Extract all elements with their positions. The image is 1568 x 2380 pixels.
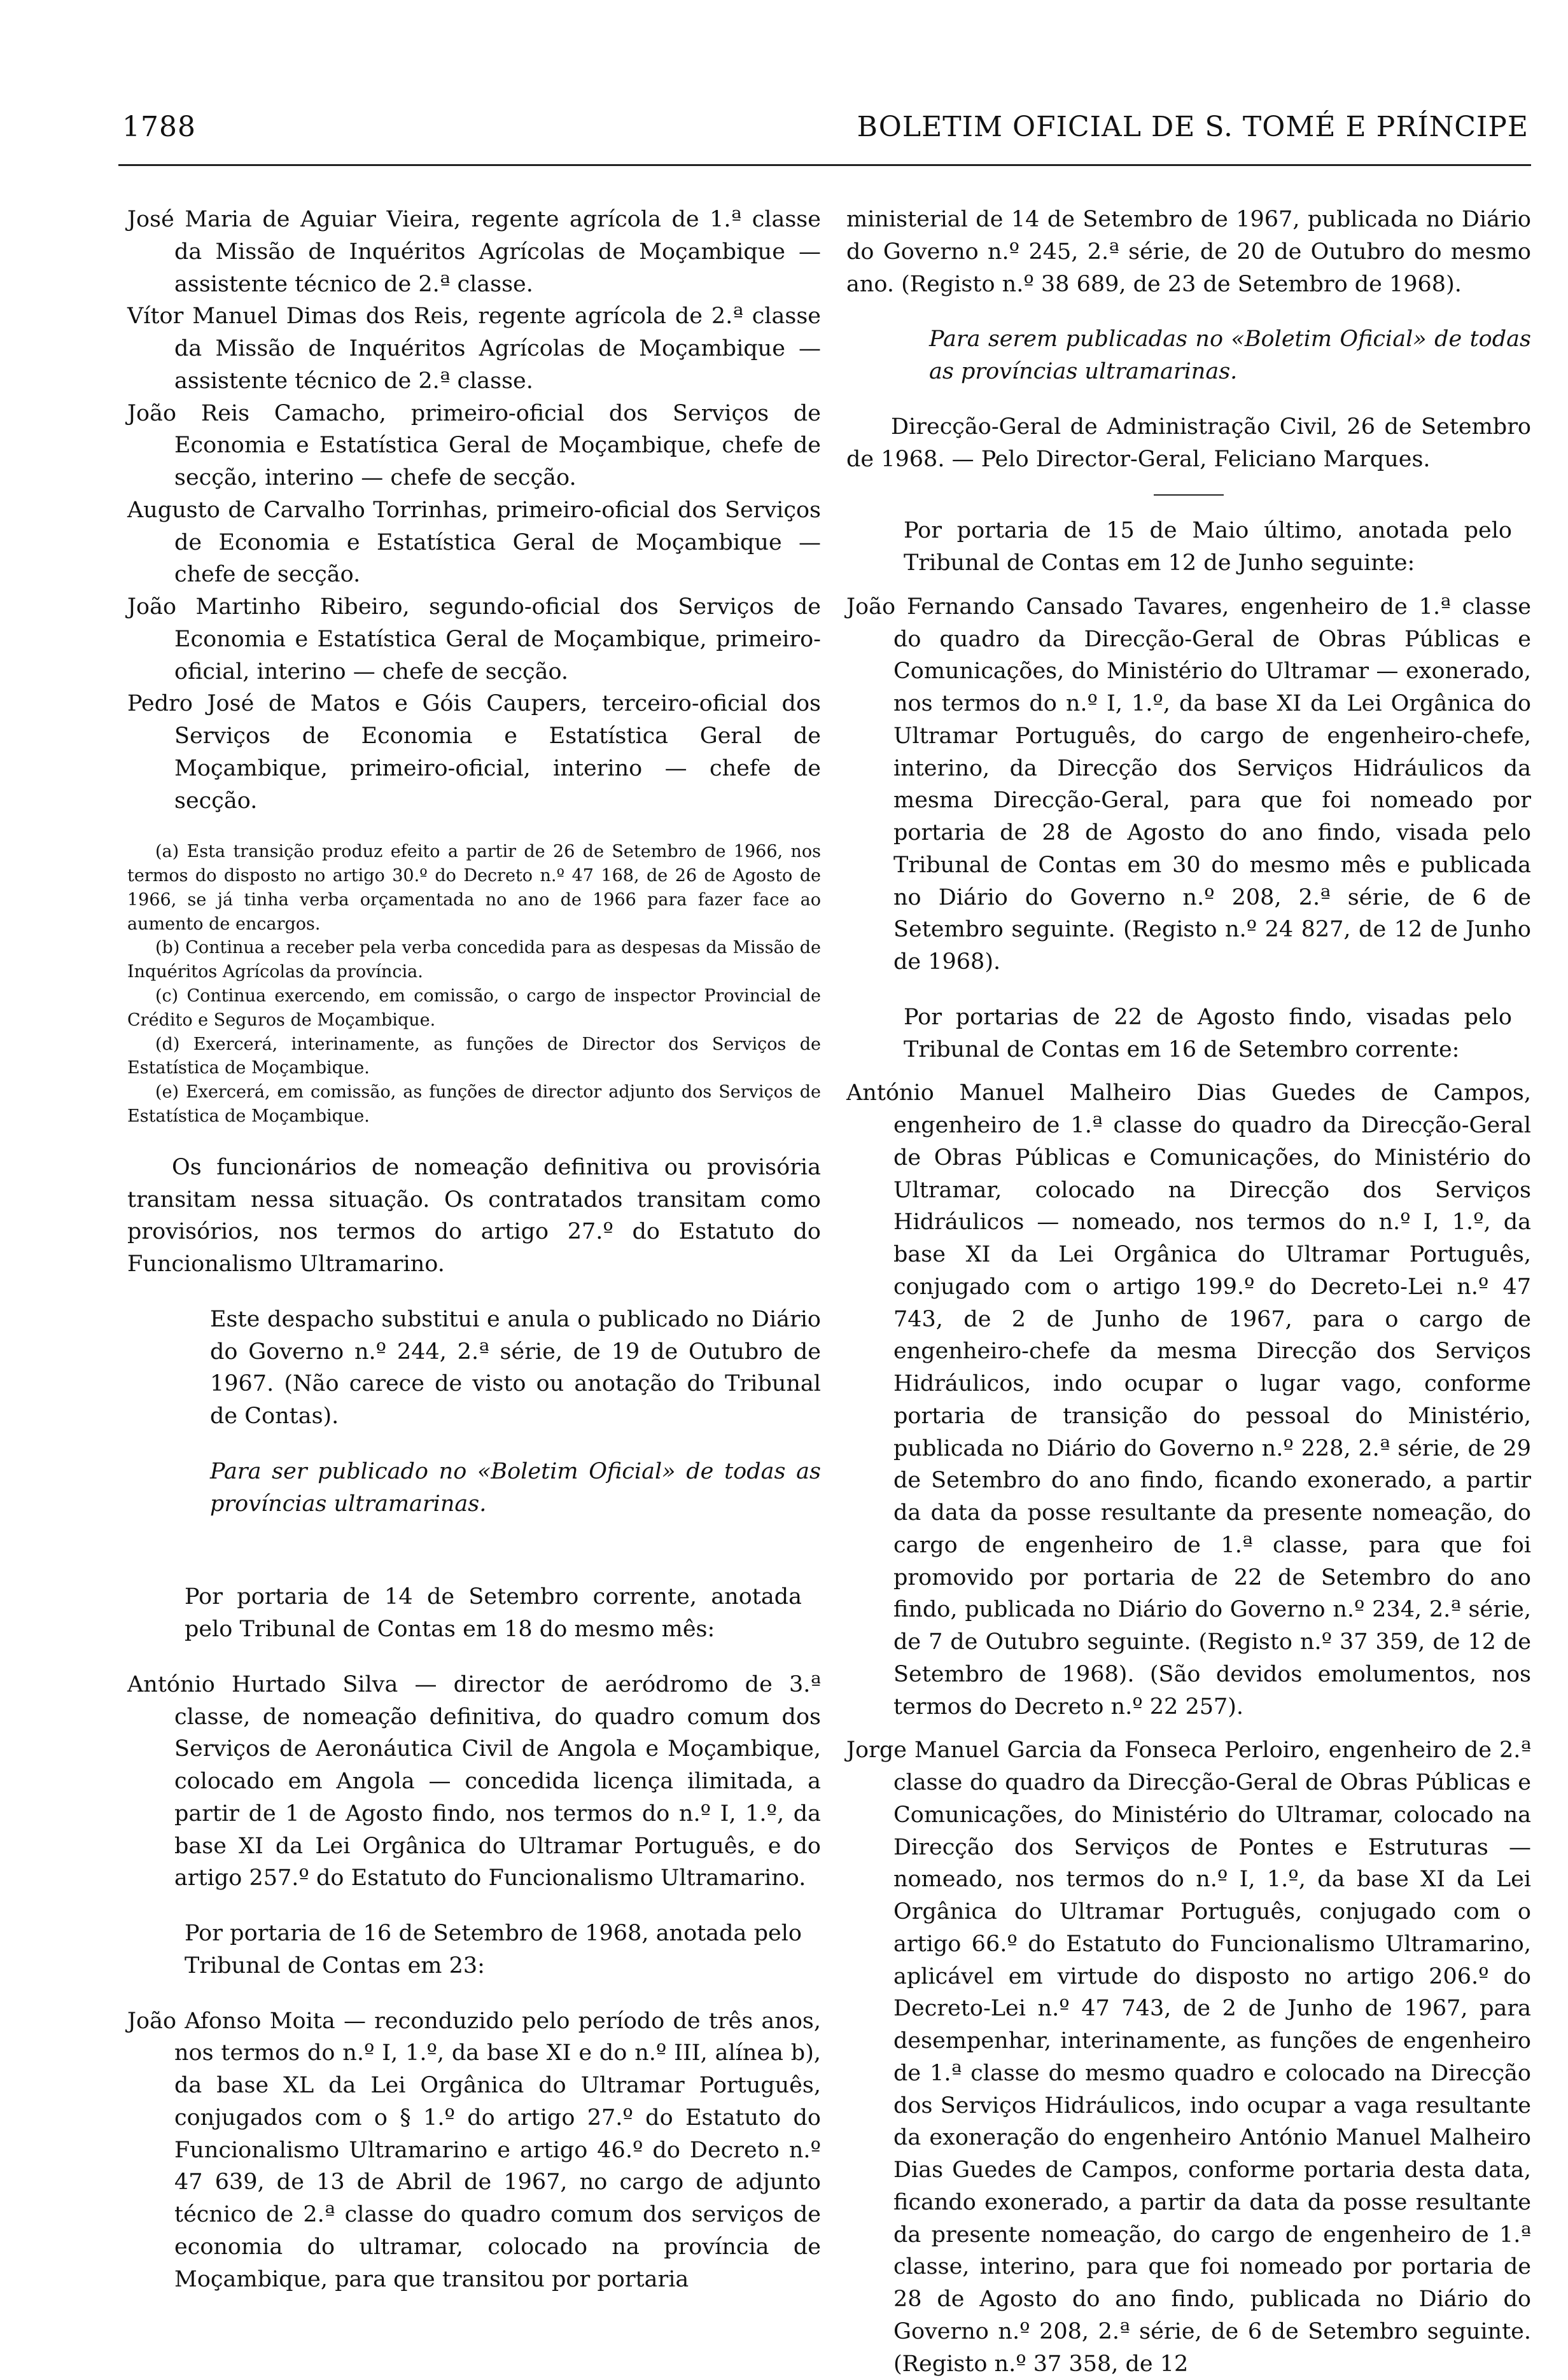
appointment-item: Pedro José de Matos e Góis Caupers, terceiro-oficial dos Serviços de Economia e Estatística Geral de Moçambique, primeiro-oficial, interino — chefe de secção. (127, 691, 821, 814)
body-paragraph: Os funcionários de nomeação definitiva ou provisória transitam nessa situação. Os contratados transitam como provisórios, nos termos do artigo 27.º do Estatuto do Funcionalismo Ultramarino. (127, 1154, 821, 1277)
page-number: 1788 (122, 111, 196, 143)
footnote: (e) Exercerá, em comissão, as funções de director adjunto dos Serviços de Estatística de Moçambique. (127, 1082, 821, 1127)
portaria-text: João Afonso Moita — reconduzido pelo período de três anos, nos termos do n.º I, 1.º, da base XI e do n.º III, alínea b), da base XL da Lei Orgânica do Ultramar Português, conjugados com o § 1.º do artigo 27.º do Estatuto do Funcionalismo Ultramarino e artigo 46.º do Decreto n.º 47 639, de 13 de Abril de 1967, no cargo de adjunto técnico de 2.ª classe do quadro comum dos serviços de economia do ultramar, colocado na província de Moçambique, para que transitou por portaria (127, 2008, 821, 2292)
left-column (127, 204, 821, 2295)
despacho-note: Este despacho substitui e anula o publicado no Diário do Governo n.º 244, 2.ª série, de 19 de Outubro de 1967. (Não carece de visto ou anotação do Tribunal de Contas). (210, 1306, 821, 1430)
portaria-text: João Fernando Cansado Tavares, engenheiro de 1.ª classe do quadro da Direcção-Geral de Obras Públicas e Comunicações, do Ministério do Ultramar — exonerado, nos termos do n.º I, 1.º, da base XI da Lei Orgânica do Ultramar Português, do cargo de engenheiro-chefe, interino, da Direcção dos Serviços Hidráulicos da mesma Direcção-Geral, para que foi nomeado por portaria de 28 de Agosto do ano findo, visada pelo Tribunal de Contas em 30 do mesmo mês e publicada no Diário do Governo n.º 208, 2.ª série, de 6 de Setembro seguinte. (Registo n.º 24 827, de 12 de Junho de 1968). (846, 594, 1531, 975)
continuation-text: ministerial de 14 de Setembro de 1967, publicada no Diário do Governo n.º 245, 2.ª série, de 20 de Outubro do mesmo ano. (Registo n.º 38 689, de 23 de Setembro de 1968). (846, 207, 1531, 297)
footnote: (b) Continua a receber pela verba concedida para as despesas da Missão de Inquéritos Agrícolas da província. (127, 938, 821, 982)
footnote: (d) Exercerá, interinamente, as funções de Director dos Serviços de Estatística de Moçambique. (127, 1034, 821, 1078)
page-header (122, 111, 1529, 149)
portaria-heading: Por portaria de 15 de Maio último, anotada pelo Tribunal de Contas em 12 de Junho seguinte: (904, 518, 1512, 576)
portaria-heading: Por portaria de 16 de Setembro de 1968, anotada pelo Tribunal de Contas em 23: (185, 1921, 802, 1979)
appointment-item: José Maria de Aguiar Vieira, regente agrícola de 1.ª classe da Missão de Inquéritos Agrícolas de Moçambique — assistente técnico de 2.ª classe. (127, 207, 821, 297)
portaria-heading: Por portarias de 22 de Agosto findo, visadas pelo Tribunal de Contas em 16 de Setembro corrente: (904, 1004, 1512, 1062)
portaria-heading: Por portaria de 14 de Setembro corrente, anotada pelo Tribunal de Contas em 18 do mesmo mês: (185, 1584, 802, 1643)
appointment-item: Vítor Manuel Dimas dos Reis, regente agrícola de 2.ª classe da Missão de Inquéritos Agrícolas de Moçambique — assistente técnico de 2.ª classe. (127, 303, 821, 394)
publication-note: Para ser publicado no «Boletim Oficial» de todas as províncias ultramarinas. (210, 1458, 821, 1517)
right-column (846, 204, 1531, 2380)
publication-note: Para serem publicadas no «Boletim Oficial» de todas as províncias ultramarinas. (929, 326, 1531, 384)
header-rule (118, 164, 1531, 166)
signature-line: Direcção-Geral de Administração Civil, 26 de Setembro de 1968. — Pelo Director-Geral, Feliciano Marques. (846, 414, 1531, 472)
footnote: (c) Continua exercendo, em comissão, o cargo de inspector Provincial de Crédito e Seguros de Moçambique. (127, 986, 821, 1030)
portaria-text: António Manuel Malheiro Dias Guedes de Campos, engenheiro de 1.ª classe do quadro da Direcção-Geral de Obras Públicas e Comunicações, do Ministério do Ultramar, colocado na Direcção dos Serviços Hidráulicos — nomeado, nos termos do n.º I, 1.º, da base XI da Lei Orgânica do Ultramar Português, conjugado com o artigo 199.º do Decreto-Lei n.º 47 743, de 2 de Junho de 1967, para o cargo de engenheiro-chefe da mesma Direcção dos Serviços Hidráulicos, indo ocupar o lugar vago, conforme portaria de transição do pessoal do Ministério, publicada no Diário do Governo n.º 228, 2.ª série, de 29 de Setembro do ano findo, ficando exonerado, a partir da data da posse resultante da presente nomeação, do cargo de engenheiro de 1.ª classe, para que foi promovido por portaria de 22 de Setembro do ano findo, publicada no Diário do Governo n.º 234, 2.ª série, de 7 de Outubro seguinte. (Registo n.º 37 359, de 12 de Setembro de 1968). (São devidos emolumentos, nos termos do Decreto n.º 22 257). (846, 1080, 1531, 1720)
appointment-item: Augusto de Carvalho Torrinhas, primeiro-oficial dos Serviços de Economia e Estatística Geral de Moçambique — chefe de secção. (127, 497, 821, 588)
portaria-text: Jorge Manuel Garcia da Fonseca Perloiro, engenheiro de 2.ª classe do quadro da Direcção-Geral de Obras Públicas e Comunicações, do Ministério do Ultramar, colocado na Direcção dos Serviços de Pontes e Estruturas — nomeado, nos termos do n.º I, 1.º, da base XI da Lei Orgânica do Ultramar Português, conjugado com o artigo 66.º do Estatuto do Funcionalismo Ultramarino, aplicável em virtude do disposto no artigo 206.º do Decreto-Lei n.º 47 743, de 2 de Junho de 1967, para desempenhar, interinamente, as funções de engenheiro de 1.ª classe do mesmo quadro e colocado na Direcção dos Serviços Hidráulicos, indo ocupar a vaga resultante da exoneração do engenheiro António Manuel Malheiro Dias Guedes de Campos, conforme portaria desta data, ficando exonerado, a partir da data da posse resultante da presente nomeação, do cargo de engenheiro de 1.ª classe, interino, para que foi nomeado por portaria de 28 de Agosto do ano findo, publicada no Diário do Governo n.º 208, 2.ª série, de 6 de Setembro seguinte. (Registo n.º 37 358, de 12 (846, 1737, 1531, 2377)
appointment-item: João Martinho Ribeiro, segundo-oficial dos Serviços de Economia e Estatística Geral de Moçambique, primeiro-oficial, interino — chefe de secção. (127, 594, 821, 685)
publication-title: BOLETIM OFICIAL DE S. TOMÉ E PRÍNCIPE (857, 111, 1529, 143)
footnote: (a) Esta transição produz efeito a partir de 26 de Setembro de 1966, nos termos do disposto no artigo 30.º do Decreto n.º 47 168, de 26 de Agosto de 1966, se já tinha verba orçamentada no ano de 1966 para fazer face ao aumento de encargos. (127, 842, 821, 934)
appointment-item: João Reis Camacho, primeiro-oficial dos Serviços de Economia e Estatística Geral de Moçambique, chefe de secção, interino — chefe de secção. (127, 400, 821, 491)
separator-rule (1154, 494, 1224, 496)
portaria-text: António Hurtado Silva — director de aeródromo de 3.ª classe, de nomeação definitiva, do quadro comum dos Serviços de Aeronáutica Civil de Angola e Moçambique, colocado em Angola — concedida licença ilimitada, a partir de 1 de Agosto findo, nos termos do n.º I, 1.º, da base XI da Lei Orgânica do Ultramar Português, e do artigo 257.º do Estatuto do Funcionalismo Ultramarino. (127, 1671, 821, 1891)
